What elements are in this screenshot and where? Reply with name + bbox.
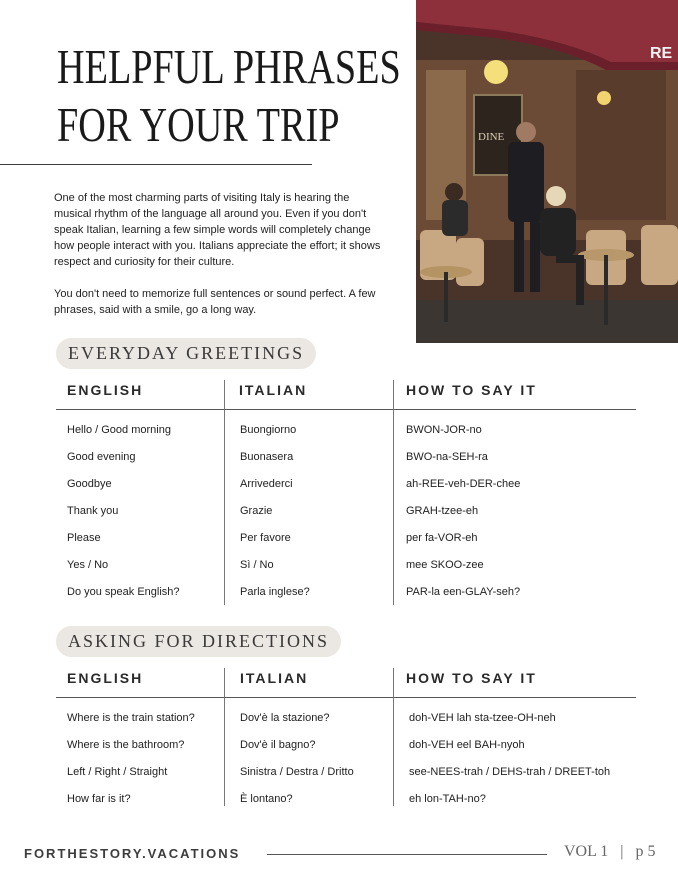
directions-table-header — [56, 661, 636, 698]
table-row — [56, 445, 636, 472]
table-row — [56, 418, 636, 445]
footer-site-name: FORTHESTORY.VACATIONS — [24, 846, 241, 861]
intro-paragraph-1: One of the most charming parts of visiting Italy is hearing the musical rhythm of the language all around you. Even if you don't speak Italian, learning a few simple words will completely change how people interact with you. Italians appreciate the effort; it shows respect and curiosity for their culture. — [54, 192, 381, 268]
table-row — [56, 526, 636, 553]
cell-english: Thank you — [67, 505, 119, 517]
title-line-1: HELPFUL PHRASES — [57, 39, 401, 94]
table-row — [56, 499, 636, 526]
footer-volume-page — [564, 843, 656, 861]
cell-italian: Dov'è la stazione? — [240, 712, 330, 724]
cell-english: Yes / No — [67, 559, 109, 571]
volume-label: VOL 1 — [564, 843, 609, 860]
cell-italian: Arrivederci — [240, 478, 293, 490]
table-row — [56, 580, 636, 607]
greetings-table — [56, 373, 636, 607]
footer-separator: | — [620, 843, 624, 860]
intro-text — [54, 190, 384, 334]
cell-pronunciation: doh-VEH lah sta-tzee-OH-neh — [409, 712, 556, 724]
greetings-table-body — [56, 410, 636, 607]
table-row — [56, 760, 636, 787]
cafe-photo — [416, 0, 678, 343]
directions-table — [56, 661, 636, 814]
page-title — [57, 38, 401, 154]
col-header-italian: ITALIAN — [239, 382, 308, 398]
cell-italian: Grazie — [240, 505, 273, 517]
cell-pronunciation: doh-VEH eel BAH-nyoh — [409, 739, 525, 751]
col-header-pronunciation: HOW TO SAY IT — [406, 670, 537, 686]
cell-italian: È lontano? — [240, 793, 293, 805]
cell-pronunciation: mee SKOO-zee — [406, 559, 484, 571]
table-row — [56, 472, 636, 499]
cell-pronunciation: eh lon-TAH-no? — [409, 793, 486, 805]
col-header-english: ENGLISH — [67, 670, 144, 686]
section-heading-greetings: EVERYDAY GREETINGS — [56, 338, 316, 369]
cell-english: Where is the bathroom? — [67, 739, 185, 751]
cell-pronunciation: BWO-na-SEH-ra — [406, 451, 488, 463]
cell-english: Good evening — [67, 451, 136, 463]
cell-english: Do you speak English? — [67, 586, 180, 598]
title-divider — [0, 164, 312, 165]
cell-italian: Dov'è il bagno? — [240, 739, 316, 751]
cell-italian: Buonasera — [240, 451, 294, 463]
cell-pronunciation: see-NEES-trah / DEHS-trah / DREET-toh — [409, 766, 611, 778]
cell-italian: Buongiorno — [240, 424, 297, 436]
table-row — [56, 787, 636, 814]
section-heading-directions: ASKING FOR DIRECTIONS — [56, 626, 341, 657]
awning-sign-text: RE — [650, 45, 673, 62]
cell-english: How far is it? — [67, 793, 131, 805]
col-header-english: ENGLISH — [67, 382, 144, 398]
cell-italian: Per favore — [240, 532, 291, 544]
cell-pronunciation: GRAH-tzee-eh — [406, 505, 479, 517]
table-row — [56, 733, 636, 760]
cell-italian: Sinistra / Destra / Dritto — [240, 766, 354, 778]
poster-text: DINE — [478, 131, 505, 143]
footer-divider — [267, 854, 547, 855]
cell-english: Hello / Good morning — [67, 424, 171, 436]
cell-pronunciation: ah-REE-veh-DER-chee — [406, 478, 521, 490]
directions-table-body — [56, 698, 636, 814]
cell-english: Goodbye — [67, 478, 112, 490]
title-line-2: FOR YOUR TRIP — [57, 97, 340, 152]
page-number: p 5 — [635, 843, 656, 860]
cell-pronunciation: PAR-la een-GLAY-seh? — [406, 586, 521, 598]
cell-english: Where is the train station? — [67, 712, 195, 724]
col-header-pronunciation: HOW TO SAY IT — [406, 382, 537, 398]
cell-italian: Parla inglese? — [240, 586, 310, 598]
intro-paragraph-2: You don't need to memorize full sentences or sound perfect. A few phrases, said with a smile, go a long way. — [54, 288, 376, 316]
cell-italian: Sì / No — [240, 559, 274, 571]
cell-english: Please — [67, 532, 101, 544]
greetings-table-header — [56, 373, 636, 410]
cell-english: Left / Right / Straight — [67, 766, 168, 778]
cell-pronunciation: BWON-JOR-no — [406, 424, 482, 436]
cell-pronunciation: per fa-VOR-eh — [406, 532, 478, 544]
cafe-scene-illustration — [416, 0, 678, 343]
table-row — [56, 706, 636, 733]
col-header-italian: ITALIAN — [240, 670, 309, 686]
table-row — [56, 553, 636, 580]
